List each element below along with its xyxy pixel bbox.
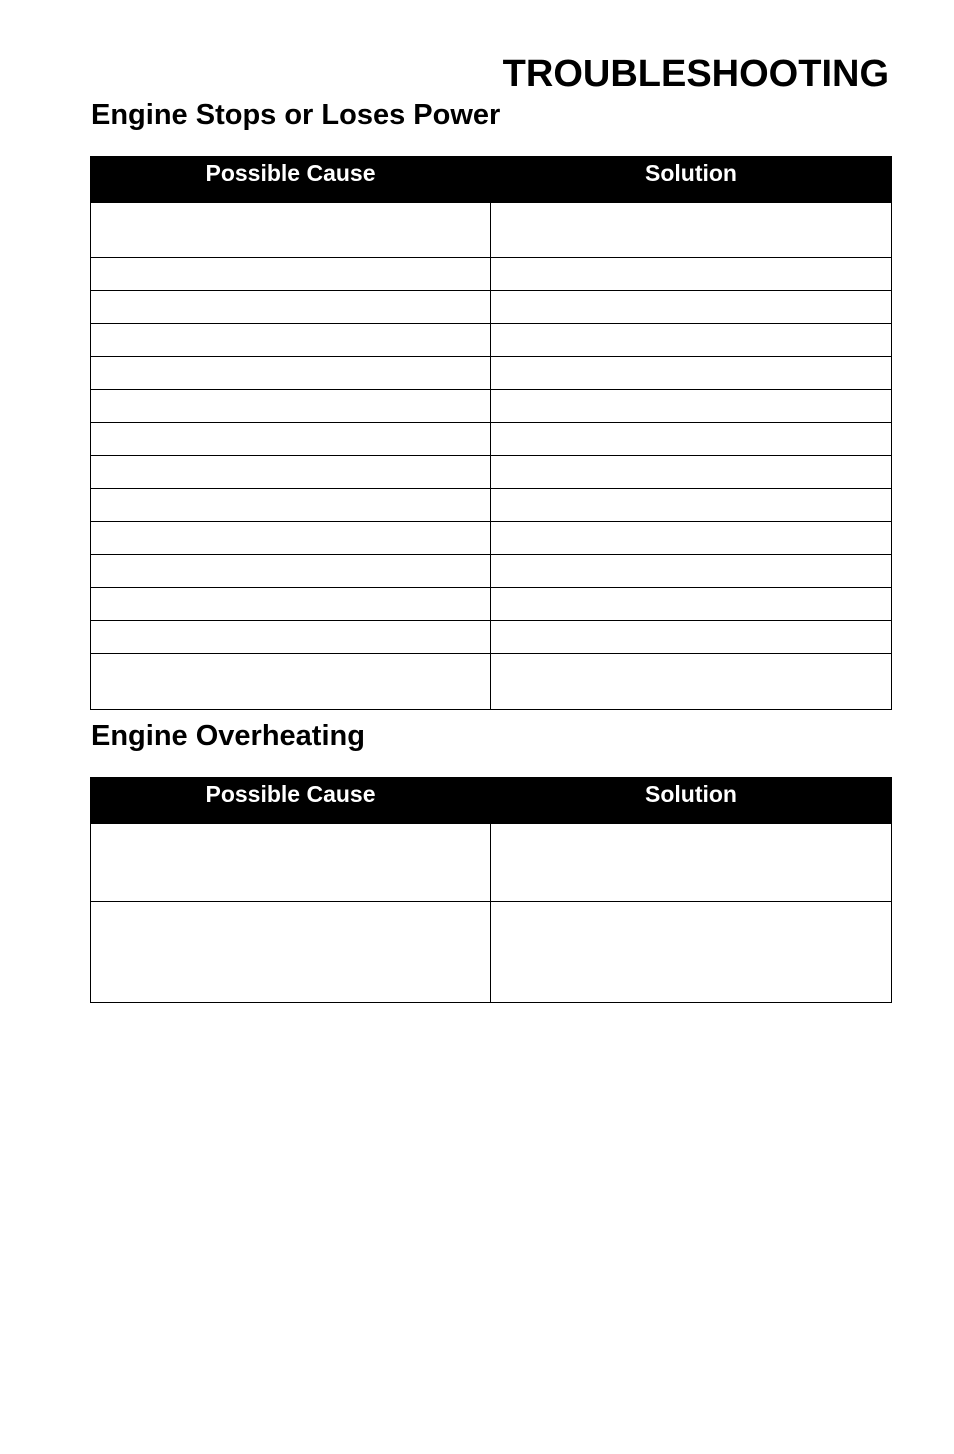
cause-cell [91,390,491,423]
table-row [91,423,892,456]
table-row [91,824,892,902]
solution-cell [491,522,892,555]
table-row [91,390,892,423]
column-header-solution: Solution [491,157,892,203]
table-row [91,588,892,621]
cause-cell [91,588,491,621]
cause-cell [91,423,491,456]
column-header-possible-cause: Possible Cause [91,778,491,824]
table-row [91,456,892,489]
cause-cell [91,902,491,1003]
solution-cell [491,824,892,902]
solution-cell [491,456,892,489]
cause-cell [91,621,491,654]
solution-cell [491,357,892,390]
troubleshooting-table-engine-stops [90,156,892,710]
column-header-solution: Solution [491,778,892,824]
page-title: TROUBLESHOOTING [502,53,889,95]
table-row [91,258,892,291]
solution-cell [491,654,892,710]
solution-cell [491,291,892,324]
solution-cell [491,258,892,291]
cause-cell [91,824,491,902]
table-row [91,654,892,710]
table-header-row [91,778,892,824]
solution-cell [491,555,892,588]
table-row [91,203,892,258]
cause-cell [91,654,491,710]
table-row [91,357,892,390]
section-heading-engine-overheating: Engine Overheating [91,720,365,752]
troubleshooting-table-engine-overheating [90,777,892,1003]
cause-cell [91,522,491,555]
solution-cell [491,902,892,1003]
solution-cell [491,423,892,456]
table-row [91,291,892,324]
solution-cell [491,390,892,423]
solution-cell [491,621,892,654]
solution-cell [491,588,892,621]
cause-cell [91,357,491,390]
table-row [91,902,892,1003]
table-header-row [91,157,892,203]
table-row [91,489,892,522]
section-heading-engine-stops: Engine Stops or Loses Power [91,99,501,131]
cause-cell [91,555,491,588]
solution-cell [491,324,892,357]
table-row [91,324,892,357]
cause-cell [91,203,491,258]
solution-cell [491,203,892,258]
table-row [91,621,892,654]
solution-cell [491,489,892,522]
cause-cell [91,291,491,324]
cause-cell [91,324,491,357]
column-header-possible-cause: Possible Cause [91,157,491,203]
cause-cell [91,456,491,489]
table-row [91,555,892,588]
table-row [91,522,892,555]
cause-cell [91,258,491,291]
cause-cell [91,489,491,522]
